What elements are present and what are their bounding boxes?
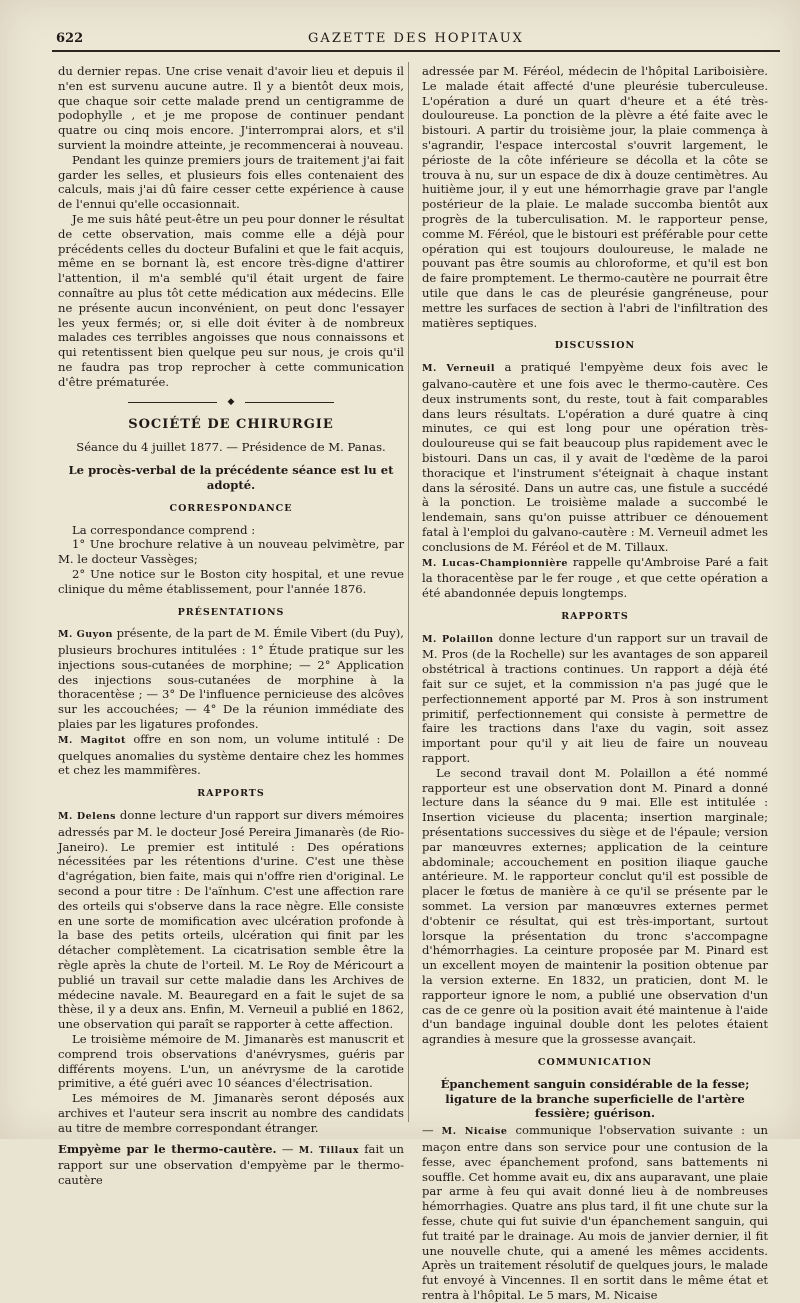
paragraph-text: rappelle qu'Ambroise Paré a fait la thoracentèse par le fer rouge , et que cette opération a été abandonnée depuis longtemps.: [422, 554, 768, 601]
paragraph-text: fait un rapport sur une observation d'empyème par le thermo-cautère: [58, 1141, 405, 1188]
paragraph-text: présente, de la part de M. Émile Vibert (du Puy), plusieurs brochures intitulées : 1° Étude pratique sur les injections sous-cutanées de morphine; — 2° Application des injections sous-cutanées de morphine à la thoracentèse ; — 3° De l'influence pernicieuse des alcôves sur les accouchées; — 4° De la réunion immédiate des plaies par les ligatures profondes.: [58, 626, 404, 732]
subject-title: Empyème par le thermo-cautère.: [58, 1141, 277, 1156]
paragraph: Les mémoires de M. Jimanarès seront déposés aux archives et l'auteur sera inscrit au nombre des candidats au titre de membre correspondant étranger.: [58, 1091, 404, 1135]
society-title: SOCIÉTÉ DE CHIRURGIE: [128, 416, 334, 432]
paragraph: du dernier repas. Une crise venait d'avoir lieu et depuis il n'en est survenu aucune autre. Il y a bientôt deux mois, que chaque soir cette malade prend un centigramme de podophylle , et je me propose de continuer pendant quatre ou cinq mois encore. J'interromprai alors, et s'il survient la moindre atteinte, je recommencerai à nouveau.: [58, 64, 404, 152]
header-rule: [52, 50, 780, 52]
paragraph: [422, 360, 768, 554]
subsection-heading: CORRESPONDANCE: [169, 502, 293, 514]
session-line: Séance du 4 juillet 1877. — Présidence de M. Panas.: [76, 440, 386, 455]
paragraph: Je me suis hâté peut-être un peu pour donner le résultat de cette observation, mais comme elle a déjà pour précédents celles du docteur Bufalini et que le fait acquis, même en se bornant là, est encore très-digne d'attirer l'attention, il m'a semblé qu'il était urgent de faire connaître au plus tôt cette médication aux médecins. Elle ne présente aucun inconvénient, on peut donc l'essayer les yeux fermés; or, si elle doit éviter à de nombreux malades ces terribles angoisses que nous connaissons et qui retentissent bien quelque peu sur nous, je crois qu'il ne faudra pas trop reprocher à cette communication d'être prématurée.: [58, 211, 404, 389]
speaker-name: M. Polaillon: [422, 633, 494, 645]
paragraph: Le second travail dont M. Polaillon a été nommé rapporteur est une observation dont M. Pinard a donné lecture dans la séance du 9 mai. Elle est intitulée : Insertion vicieuse du placenta; insertion marginale; présentations successives du siège et de l'épaule; version par manœuvres externes; application de la ceinture abdominale; accouchement en position iliaque gauche antérieure. M. le rapporteur conclut qu'il est possible de placer le fœtus de manière à ce qu'il se présente par le sommet. La version par manœuvres externes permet d'obtenir ce résultat, qui est très-important, surtout lorsque la présentation du tronc s'accompagne d'hémorrhagies. La ceinture proposée par M. Pinard est un excellent moyen de maintenir la position obtenue par la version externe. En 1832, un praticien, dont M. le rapporteur ignore le nom, a publié une observation d'un cas de ce genre où la position avait été maintenue à l'aide d'un bandage inguinal double dont les pelotes étaient agrandies à mesure que la grossesse avançait.: [422, 765, 768, 1047]
paragraph: 1° Une brochure relative à un nouveau pelvimètre, par M. le docteur Vassèges;: [58, 537, 404, 567]
paragraph: [422, 555, 768, 601]
subsection-heading: RAPPORTS: [197, 788, 265, 800]
subsection-heading: RAPPORTS: [561, 610, 629, 622]
paragraph: [422, 631, 768, 766]
paragraph: Empyème par le thermo-cautère. — M. Tillaux fait un rapport sur une observation d'empyème par le thermo-cautère: [58, 1141, 405, 1188]
subsection-heading: DISCUSSION: [554, 340, 636, 352]
speaker-name: M. Delens: [58, 811, 117, 823]
speaker-name: M. Nicaise: [441, 1126, 508, 1138]
subsection-heading: COMMUNICATION: [537, 1057, 653, 1068]
paragraph-text: donne lecture d'un rapport sur un travail de M. Pros (de la Rochelle) sur les avantages de son appareil obstétrical à tractions continues. Un rapport a déjà été fait sur ce sujet, et la commission n'a pas jugé que le perfectionnement apporté par M. Pros à son instrument primitif, perfectionnement qui consiste à permettre de faire les tractions dans l'axe du vagin, soit assez important pour qu'il y ait lieu de faire un nouveau rapport.: [422, 630, 768, 766]
paragraph: adressée par M. Féréol, médecin de l'hôpital Lariboisière. Le malade était affecté d'une pleurésie tuberculeuse. L'opération a duré un quart d'heure et a été très-douloureuse. La ponction de la plèvre a été faite avec le bistouri. A partir du troisième jour, la plaie commença à s'agrandir, l'espace intercostal s'ouvrit largement, le périoste de la côte inférieure se décolla et la côte se trouva à nu, sur un espace de dix à douze centimètres. Au huitième jour, il y eut une hémorrhagie grave par l'angle postérieur de la plaie. Le malade succomba bientôt aux progrès de la tuberculisation. M. le rapporteur pense, comme M. Féréol, que le bistouri est préférable pour cette opération qui est toujours douloureuse, le malade ne pouvant pas être soumis au chloroforme, et qu'il est bon de faire promptement. Le thermo-cautère ne pourrait être utile que dans le cas de pleurésie gangréneuse, pour mettre les surfaces de section à l'abri de l'infiltration des matières septiques.: [422, 64, 768, 330]
speaker-name: M. Tillaux: [298, 1144, 360, 1156]
paragraph: Pendant les quinze premiers jours de traitement j'ai fait garder les selles, et plusieurs fois elles contenaient des calculs, mais j'ai dû faire cesser cette expérience à cause de l'ennui qu'elle occasionnait.: [58, 152, 404, 212]
paragraph: [58, 732, 404, 778]
speaker-name: M. Magitot: [58, 734, 126, 746]
minutes-line: Le procès-verbal de la précédente séance est lu et adopté.: [68, 463, 394, 492]
paragraph: — M. Nicaise communique l'observation suivante : un maçon entre dans son service pour une contusion de la fesse, avec épanchement profond, sans battements ni souffle. Cet homme avait eu, dix ans auparavant, une plaie par arme à feu qui avait donné lieu à de nombreuses hémorrhagies. Quatre ans plus tard, il fit une chute sur la fesse, chute qui fut suivie d'un épanchement sanguin, qui fut traité par le drainage. Au mois de janvier dernier, il fit une nouvelle chute, qui a amené les mêmes accidents. Après un traitement résolutif de quelques jours, le malade fut envoyé à Vincennes. Il en sortit dans le même état et rentra à l'hôpital. Le 5 mars, M. Nicaise: [422, 1123, 768, 1302]
paragraph-text: donne lecture d'un rapport sur divers mémoires adressés par M. le docteur José Pereira Jimanarès (de Rio-Janeiro). Le premier est intitulé : Des opérations nécessitées par les rétentions d'urine. C'est une thèse d'agrégation, bien faite, mais qui n'offre rien d'original. Le second a pour titre : De l'aïnhum. C'est une affection rare des orteils qui s'observe dans la race nègre. Elle consiste en une sorte de momification avec ulcération profonde à la base des petits orteils, ulcération qui finit par les détacher complètement. La cicatrisation semble être la règle après la chute de l'orteil. M. Le Roy de Méricourt a publié un travail sur cette maladie dans les Archives de médecine navale. M. Beauregard en a fait le sujet de sa thèse, il y a deux ans. Enfin, M. Verneuil a publié en 1862, une observation qui paraît se rapporter à cette affection.: [58, 808, 404, 1032]
paragraph-text: offre en son nom, un volume intitulé : De quelques anomalies du système dentaire chez les hommes et chez les mammifères.: [58, 731, 404, 778]
speaker-name: M. Verneuil: [422, 363, 496, 375]
paragraph-text: a pratiqué l'empyème deux fois avec le galvano-cautère et une fois avec le thermo-cautère. Ces deux instruments sont, du reste, tout à fait comparables dans leurs résultats. L'opération a duré quatre à cinq minutes, ce qui est long pour une opération très-douloureuse qui se fait beaucoup plus rapidement avec le bistouri. Dans un cas, il y avait de l'œdème de la paroi thoracique et l'instrument s'éteignait à chaque instant dans la sérosité. Dans un autre cas, une fistule a succédé à la ponction. Le troisième malade a succombé le lendemain, sans qu'on puisse attribuer ce dénouement fatal à l'emploi du galvano-cautère : M. Verneuil admet les conclusions de M. Féréol et de M. Tillaux.: [422, 360, 768, 554]
right-column: [422, 64, 768, 1303]
subject-title: Épanchement sanguin considérable de la fesse; ligature de la branche superficielle de l'artère fessière; guérison.: [440, 1076, 750, 1121]
column-divider: [408, 62, 409, 1122]
section-separator: ◆: [58, 398, 404, 406]
speaker-name: M. Guyon: [58, 629, 113, 641]
paragraph: 2° Une notice sur le Boston city hospital, et une revue clinique du même établissement, pour l'année 1876.: [58, 566, 404, 596]
paragraph: [58, 626, 404, 732]
speaker-name: M. Lucas-Championnière: [422, 557, 568, 569]
left-column: [58, 64, 404, 1188]
page-number: 622: [56, 31, 84, 46]
running-head: [56, 28, 776, 50]
paragraph-text: communique l'observation suivante : un maçon entre dans son service pour une contusion de la fesse, avec épanchement profond, sans battements ni souffle. Cet homme avait eu, dix ans auparavant, une plaie par arme à feu qui avait donné lieu à de nombreuses hémorrhagies. Quatre ans plus tard, il fit une chute sur la fesse, chute qui fut suivie d'un épanchement sanguin, qui fut traité par le drainage. Au mois de janvier dernier, il fit une nouvelle chute, qui a amené les mêmes accidents. Après un traitement résolutif de quelques jours, le malade fut envoyé à Vincennes. Il en sortit dans le même état et rentra à l'hôpital. Le 5 mars, M. Nicaise: [422, 1123, 768, 1302]
subsection-heading: PRÉSENTATIONS: [177, 606, 285, 618]
journal-title: GAZETTE DES HOPITAUX: [308, 31, 524, 46]
paragraph: Le troisième mémoire de M. Jimanarès est manuscrit et comprend trois observations d'anévrysmes, guéris par différents moyens. L'un, un anévrysme de la carotide primitive, a été guéri avec 10 séances d'électrisation.: [58, 1032, 404, 1091]
paragraph: La correspondance comprend :: [72, 522, 256, 537]
paragraph: [58, 808, 404, 1032]
